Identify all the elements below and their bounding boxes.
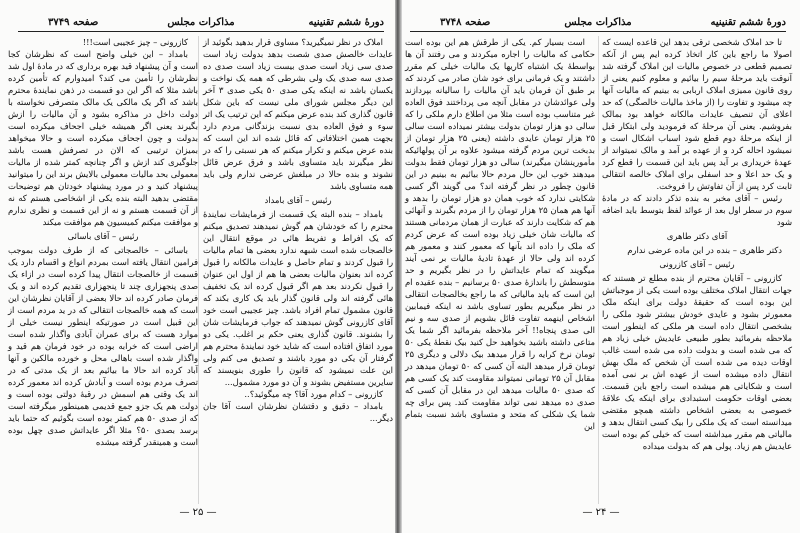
text-column-right xyxy=(203,36,393,424)
speaker-heading: رئیس – آقای بامداد xyxy=(264,195,332,205)
volume-label: دورهٔ ششم تقنینیه xyxy=(308,17,384,28)
paragraph: املاک در نظر نمیگیرید؟ مساوی قرار بدهید بگوئید از عایدات خالصش صدی شصت بدهد بدولت زیاد است صدی سی زیاد است صدی بیست زیاد است صدی ده صدی سه صدی یک ولی بشرطی که همه یک نواخت و یکسان باشد نه اینکه یکی صدی ۵۰ یکی صدی ۳ آخر این دیگر مجلس شورای ملی نیست که باین شکل قانون گذاری کند بنده عرض میکنم که این ترتیب یک اثر سوء و فوق العاده بدی نسبت بزندگانی مردم دارد بجهت همین اختلافاتی که قائل شده اند این است که بنده عرض میکنم و تکرار میکنم که هر نسبتی را که در نظر میگیرند باید متساوی باشد و فرق عرض قائل نشوند و بنده حالا در مبلغش عرضی ندارم ولی باید همه متساوی باشد xyxy=(203,37,393,191)
page-header xyxy=(410,17,786,32)
speaker-heading: رئیس – آقای باسائی xyxy=(67,231,139,241)
paragraph: بامداد – دقیق و دقتشان نظرشان است آقا جان دیگر... xyxy=(203,401,393,423)
paragraph: باسائی – خالصجاتی که از طرف دولت بموجب فرامین انتقال یافته است بمردم انواع و اقسام دارد یک قسمت از خالصجات انتقال پیدا کرده است در ازاء یک صدی پنجهزاری چند تا پنجهزاری تقدیم کرده اند و یک فرمان صادر کرده اند حالا بعضی از آقایان نظرشان این است که همه خالصجات انتقالی که در ید مردم است از این قبیل است در صورتیکه اینطور نیست خیلی از موارد هست که برای عمران آبادی واگذار شده است اراضی است که خرابه بوده در خود فرمان هم قید و واگذار شده است باهالی محل و خورده مالکین و آنها آباد کرده اند حالا ما بیائیم بعد از یک مدتی که در تصرف مردم بوده است و آبادش کرده اند معمور کرده اند یک وقتی هم اسمش در رقبهٔ دولتی بوده است و دولت هم یک جزو جمع قدیمی همینطور میگرفته است که از صدی ۵۰ هم کمتر بوده است بگوئیم که حتما باید برسد بصدی ۵۰؟ مثلا اگر عایداتش صدی چهل بوده است و همینقدر گرفته میشده xyxy=(8,245,198,447)
paragraph: دکتر طاهری – بنده در این ماده عرضی ندارم xyxy=(627,245,782,255)
paragraph: کازرونی – آقایان محترم از بنده مطلع تر هستند که جهات انتقال املاک مختلف بوده است یکی از موجباتش این بوده است که حقیقهٔ دولت برای اینکه ملک معمورتر بشود و عایدی خودش بیشتر شود ملکی را بشخصی انتقال داده است هر ملکی که اینطور است ملاحظه بفرمائید بطور طبیعی عایدیش خیلی زیاد هم که می شده است و بدولت داده می شده است غالب اوقات دیده می شده است آن شخص که ملک بهش انتقال داده میشده است از عهده اش بر نمی آمده است و شکایاتی هم میشده است راجع باین قسمت. بعضی اوقات حکومت استبدادی برای اینکه یک علاقهٔ خصوصی به بعضی اشخاص داشته همچو مقتضی میدانسته است که یک ملکی را بیک کسی انتقال بدهد و مالیاتی هم مقرر میداشته است که خیلی کم بوده است عایدیش هم زیاد. پولی هم که بدولت میداده xyxy=(602,273,792,451)
paragraph: تا حد املاک شخصی ترقی بدهد این قاعده ایست که اصولا ما راجع باین کار اتخاذ کرده ایم پس از آنکه تصمیم قطعی در خصوص مالیات این املاک گرفته شد آنوقت باید مرحلهٔ سیم را بیائیم و معلوم کنیم یعنی از روی قانون ممیزی املاک اربابی به بینیم که مالیات آنها چه میشود و تفاوت را (از ماخذ مالیات خالصگی) که حد اعلای آن تنصیف عایدات مالکانه خواهد بود بمالک بفروشیم. یعنی آن مرحلهٔ که فرمودید ولی ابتکار قبل از اینکه مرحلهٔ دوم قطع شود اسباب اشکال است و نمیشود احاله کرد و از عهده بر آمد و مالک نمیتواند از عهدهٔ خریداری بر آید پس باید این قسمت را قطع کرد و یک حد اعلا و حد اسفلی برای املاک خالصه انتقالی ثابت کرد پس از آن تفاوتش را فروخت. xyxy=(602,37,792,191)
page-header xyxy=(18,17,384,32)
column-gutter xyxy=(598,36,599,504)
paragraph: بامداد – بنده البته یک قسمت از فرمایشات نمایندهٔ محترم را که خودشان هم گوش نمیدهند تصدیق میکنم که یک افراط و تفریط هائی در موقع انتقال این خالصجات شده است شبهه ندارد بعضی ها تمام مالیات را قبول کردند و تمام حاصل و عایدات مالکانه را قبول کرده اند بعنوان مالیات بعضی ها هم از اول این عنوان را قبول نکردند بعد هم اگر قبول کرده اند یک تخفیف هائی گرفته اند ولی قانون گذار باید یک کاری بکند که قانون مشمول تمام افراد باشد. چیز عجیبی است خود آقای کازرونی گوش نمیدهند که جواب فرمایشات شان را بشنوند. قانون گذاری یعنی حکم بر اغلب. یکی دو مورد اتفاق افتاده است که شاید خود نمایندهٔ محترم هم گرفتار آن یکی دو مورد باشند و تصدیق می کنم ولی این علت نمیشود که قانون را طوری بنویسند که سایرین مستفیض بشوند و آن دو مورد مشمول... xyxy=(203,209,393,387)
paragraph: رئیس – آقای مخبر به بنده تذکر دادند که در مادهٔ سوم در سطر اول بعد از عوائد لفظ بتوسط باید اضافه شود xyxy=(602,193,792,227)
paragraph: بامداد – این خیلی واضح است که نظرشان کجا است و آن پیشنهاد قید بهره برداری که در مادهٔ اول شد نظرشان را تأمین می کند؟ امیدوارم که تأمین کرده باشد مثلا که اگر این دو قسمت در ذهن نمایندهٔ محترم باشد که اگر یک مالکی یک مالک متصرفی نخواسته با دولت داخل در مذاکره بشود و آن مالیات را ازش بگیرند یعنی اگر همیشه خیلی اجحاف میکرده است بدولت و چون اجحاف میکرده است و حالا میخواهد بمیزان ترتیبی که الان در تصرفش هست باشد جلوگیری کند ازش و اگر چنانچه کمتر شده از مالیات معمولی بحد مالیات معمولی بالایش برند این را میتوانید پیشنهاد کنید و در مورد پیشنهاد خودتان هم توضیحات مقتضی بدهید البته بنده یکی از اشخاصی هستم که نه از آن قسمت هستم و نه از این قسمت و نظری ندارم و موافقت میکنم کمیسیون هم موافقت میکند xyxy=(8,49,198,227)
left-page xyxy=(0,0,396,533)
speaker-heading: آقای دکتر طاهری xyxy=(666,231,728,241)
publication-title: مذاکرات مجلس xyxy=(167,17,235,28)
page-footer-number: — ۲۴ — xyxy=(582,507,620,518)
text-column-right xyxy=(602,36,792,452)
volume-label: دورهٔ ششم تقنینیه xyxy=(710,17,786,28)
paragraph: کازرونی – کدام مورد آقا؟ چه میگوئید؟.. xyxy=(244,389,383,399)
column-gutter xyxy=(198,36,199,504)
page-number-label: صفحه ۳۷۴۸ xyxy=(440,17,491,28)
paragraph: است بسیار کم. یکی از طرقش هم این بوده است حکامی که مالیات را اجاره میکردند و می رفتند آن ها بواسطهٔ یک اشتباه کاریها یک مالیات خیلی کم مقرر داشتند و یک فرمانی برای خود شان صادر می کردند که بر طبق آن فرمان باید آن مالیات را سالیانه بپردازند ولی عوائدشان در مقابل آنچه می پرداختند فوق العاده غیر متناسب بوده است مثلا من اطلاع دارم ملکی را که سالی دو هزار تومان بدولت بیشتر نمیداده است سالی ۲۵ هزار تومان عایدی داشته (یعنی ۲۵ هزار تومان از بدبخت ترین مردم گرفته میشود علاوه بر آن پولهائیکه مأمورینشان میگیرند) سالی دو هزار تومان فقط بدولت میدهند خوب این حال مردم حالا بیائیم به بینیم در این قانون چطور در نظر گرفته اند؟ می گویند اگر کسی شکایتی ندارد که خوب همان دو هزار تومان را بدهد و آنها هم همان ۲۵ هزار تومان را از مردم بگیرند و آنهائی هم که شکایت دارند که عبارت از همان مردمانی هستند که مالیات شان خیلی زیاد بوده است که عرض کردم که ملک را داده اند بآنها که معمور کنند و معمور هم کرده اند ولی حالا از عهدهٔ تادیهٔ مالیات بر نمی آیند میگویند که تمام عایداتش را در نظر بگیریم و حد متوسطش را باندازهٔ صدی ۵۰ برسانیم – بنده عقیده ام این است که باید مالیاتی که ما راجع بخالصجات انتقالی در نظر میگیریم بطور تساوی باشد نه اینکه فیمابین اشخاص اینهمه تفاوت قائل بشویم از صدی سه و نیم الی صدی پنجاه!! آخر ملاحظه بفرمائید اگر شما یک متاعی داشته باشید بخواهید حل کنید بیک نقطهٔ یکی ۵۰ تومان نرخ کرایه را قرار میدهد بیک دلالی و دیگری ۲۵ تومان قرار میدهد البته آن کسی که ۵۰ تومان میدهد در مقابل آن ۲۵ تومانی نمیتواند مقاومت کند یک کسی هم که صدی ۵۰ مالیات میدهد این در مقابل آن کسی که صدی ده میدهد نمی تواند مقاومت کند. پس برای چه شما یک شکلی که متحد و متساوی باشد نسبت بتمام این xyxy=(405,37,596,431)
text-column-left xyxy=(405,36,595,432)
page-footer-number: — ۲۵ — xyxy=(179,507,217,518)
paragraph: کازرونی – چیز عجیبی است!!! xyxy=(82,37,188,47)
speaker-heading: رئیس – آقای کازرونی xyxy=(659,259,735,269)
book-spine xyxy=(395,0,402,533)
page-number-label: صفحه ۳۷۴۹ xyxy=(48,17,99,28)
publication-title: مذاکرات مجلس xyxy=(564,17,632,28)
right-page xyxy=(402,0,800,533)
text-column-left xyxy=(8,36,198,448)
